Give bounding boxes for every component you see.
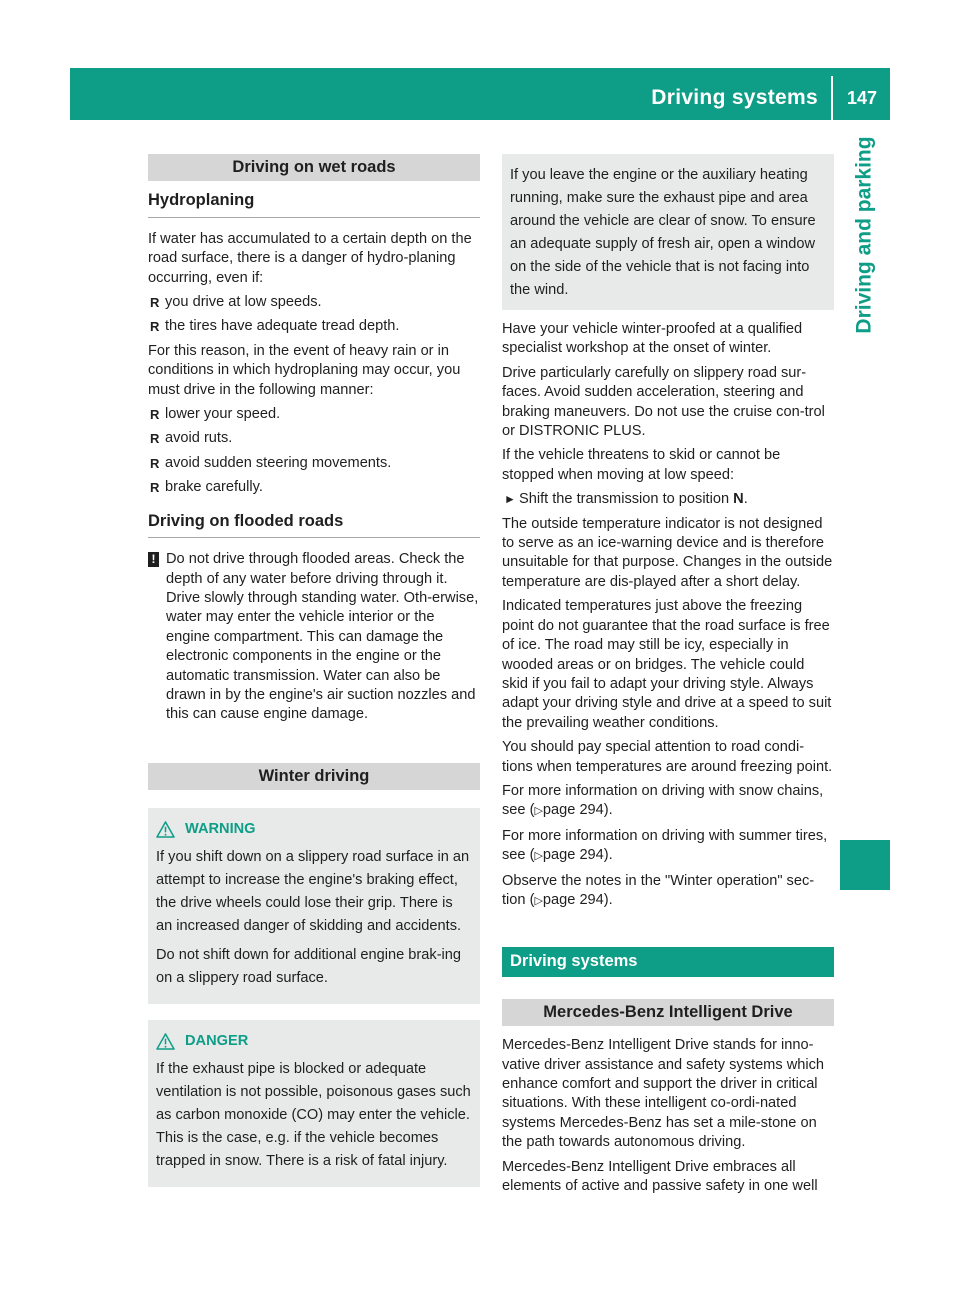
manner-bullet-list bbox=[148, 405, 480, 498]
bullet-icon: R bbox=[150, 455, 160, 471]
bullet-icon: R bbox=[150, 295, 160, 311]
page-294-link[interactable]: page 294 bbox=[542, 802, 604, 819]
warning-text-1: If you shift down on a slippery road surface in an attempt to increase the engine's braking effect, the drive wheels could lose their grip. There is an increased danger of skidding and accidents. bbox=[156, 849, 470, 935]
page-294-link[interactable]: page 294 bbox=[542, 891, 604, 908]
flooded-notice-text: Do not drive through flooded areas. Check the depth of any water before driving through it. Drive slowly through standing water. Oth-erwise, water may enter the vehicle interior or the engine compartment. This can damage the electronic components in the engine or the automatic transmission. Water can also be drawn in by the engine's air suction nozzles and this can cause engine damage. bbox=[166, 551, 479, 723]
page-reference-arrow-icon: ▷ bbox=[534, 805, 543, 818]
list-item: R the tires have adequate tread depth. bbox=[148, 317, 480, 336]
header-title: Driving systems bbox=[651, 86, 818, 109]
side-tab bbox=[840, 120, 890, 350]
step-shift-to-n: ► Shift the transmission to position N. bbox=[502, 490, 834, 509]
step-arrow-icon: ► bbox=[504, 492, 516, 507]
exhaust-note-text: If you leave the engine or the auxiliary heating running, make sure the exhaust pipe and area around the vehicle are clear of snow. To ensure an adequate supply of fresh air, open a window on the side of the vehicle that is not facing into the wind. bbox=[510, 167, 816, 298]
hydro-intro: If water has accumulated to a certain depth on the road surface, there is a danger of hydro-planing occurring, even if: bbox=[148, 230, 472, 286]
subsection-title-hydroplaning: Hydroplaning bbox=[148, 191, 480, 217]
paragraph: Indicated temperatures just above the freezing point do not guarantee that the road surface is free of ice. The road may still be icy, especially in wooded areas or on bridges. The vehicle could skid if you fail to adapt your driving style. Always adapt your driving style and drive at a speed to suit the prevailing weather conditions. bbox=[502, 598, 832, 731]
section-title-intelligent-drive: Mercedes-Benz Intelligent Drive bbox=[502, 999, 834, 1026]
page-reference-arrow-icon: ▷ bbox=[534, 850, 543, 863]
page-reference-arrow-icon: ▷ bbox=[534, 894, 543, 907]
list-item: R avoid sudden steering movements. bbox=[148, 454, 480, 473]
list-item: R avoid ruts. bbox=[148, 429, 480, 448]
bullet-icon: R bbox=[150, 407, 160, 423]
header-divider bbox=[831, 76, 833, 120]
warning-label: WARNING bbox=[185, 821, 256, 838]
side-marker bbox=[840, 840, 890, 890]
list-item: R lower your speed. bbox=[148, 405, 480, 424]
danger-text-1: If the exhaust pipe is blocked or adequate ventilation is not possible, poisonous gases such as carbon monoxide (CO) may enter the vehicle. This is the case, e.g. if the vehicle becomes trapped in snow. There is a risk of fatal injury. bbox=[156, 1061, 471, 1170]
section-title-driving-systems: Driving systems bbox=[502, 947, 834, 976]
page-number: 147 bbox=[846, 88, 877, 108]
paragraph: Drive particularly carefully on slippery road sur-faces. Avoid sudden acceleration, steering and braking maneuvers. Do not use the cruise con-trol or DISTRONIC PLUS. bbox=[502, 364, 825, 440]
flooded-notice bbox=[148, 550, 480, 725]
hydro-reason: For this reason, in the event of heavy rain or in conditions in which hydroplaning may occur, you must drive in the following manner: bbox=[148, 342, 461, 398]
snow-chains-reference: For more information on driving with snow chains, see (▷page 294). bbox=[502, 782, 824, 819]
left-column bbox=[148, 154, 480, 1187]
paragraph: Mercedes-Benz Intelligent Drive stands for inno-vative driver assistance and safety systems which enhance comfort and support the driver in critical situations. With these intelligent co-ordi-nated systems Mercedes-Benz has set a mile-stone on the path towards autonomous driving. bbox=[502, 1037, 825, 1151]
hydro-bullet-list bbox=[148, 293, 480, 337]
right-column bbox=[502, 154, 834, 1201]
danger-title bbox=[156, 1030, 472, 1053]
side-tab-label: Driving and parking bbox=[853, 136, 877, 334]
paragraph: You should pay special attention to road condi-tions when temperatures are around freezing point. bbox=[502, 739, 833, 775]
paragraph: The outside temperature indicator is not designed to serve as an ice-warning device and is therefore unsuitable for that purpose. Changes in the outside temperature are dis-played after a short delay. bbox=[502, 515, 833, 590]
paragraph: If the vehicle threatens to skid or cannot be stopped when moving at low speed: bbox=[502, 447, 781, 483]
warning-triangle-icon bbox=[156, 1033, 175, 1050]
subsection-title-flooded: Driving on flooded roads bbox=[148, 512, 480, 538]
bullet-icon: R bbox=[150, 431, 160, 447]
danger-label: DANGER bbox=[185, 1033, 249, 1050]
bullet-icon: R bbox=[150, 319, 160, 335]
exclamation-icon: ! bbox=[148, 552, 159, 567]
winter-operation-reference: Observe the notes in the "Winter operation" sec-tion (▷page 294). bbox=[502, 872, 815, 908]
section-title-winter: Winter driving bbox=[148, 763, 480, 790]
warning-triangle-icon bbox=[156, 821, 175, 838]
warning-title bbox=[156, 818, 472, 841]
paragraph: Have your vehicle winter-proofed at a qualified specialist workshop at the onset of winter. bbox=[502, 321, 803, 357]
warning-box bbox=[148, 808, 480, 1004]
page-294-link[interactable]: page 294 bbox=[542, 847, 604, 864]
section-title-wet-roads: Driving on wet roads bbox=[148, 154, 480, 181]
bullet-icon: R bbox=[150, 480, 160, 496]
list-item: R brake carefully. bbox=[148, 478, 480, 497]
danger-box bbox=[148, 1020, 480, 1187]
paragraph: Mercedes-Benz Intelligent Drive embraces all elements of active and passive safety in one well bbox=[502, 1158, 818, 1195]
summer-tires-reference: For more information on driving with summer tires, see (▷page 294). bbox=[502, 827, 828, 864]
exhaust-note-box bbox=[502, 154, 834, 310]
list-item: R you drive at low speeds. bbox=[148, 293, 480, 312]
warning-text-2: Do not shift down for additional engine brak-ing on a slippery road surface. bbox=[156, 947, 462, 987]
page-header bbox=[70, 68, 890, 120]
